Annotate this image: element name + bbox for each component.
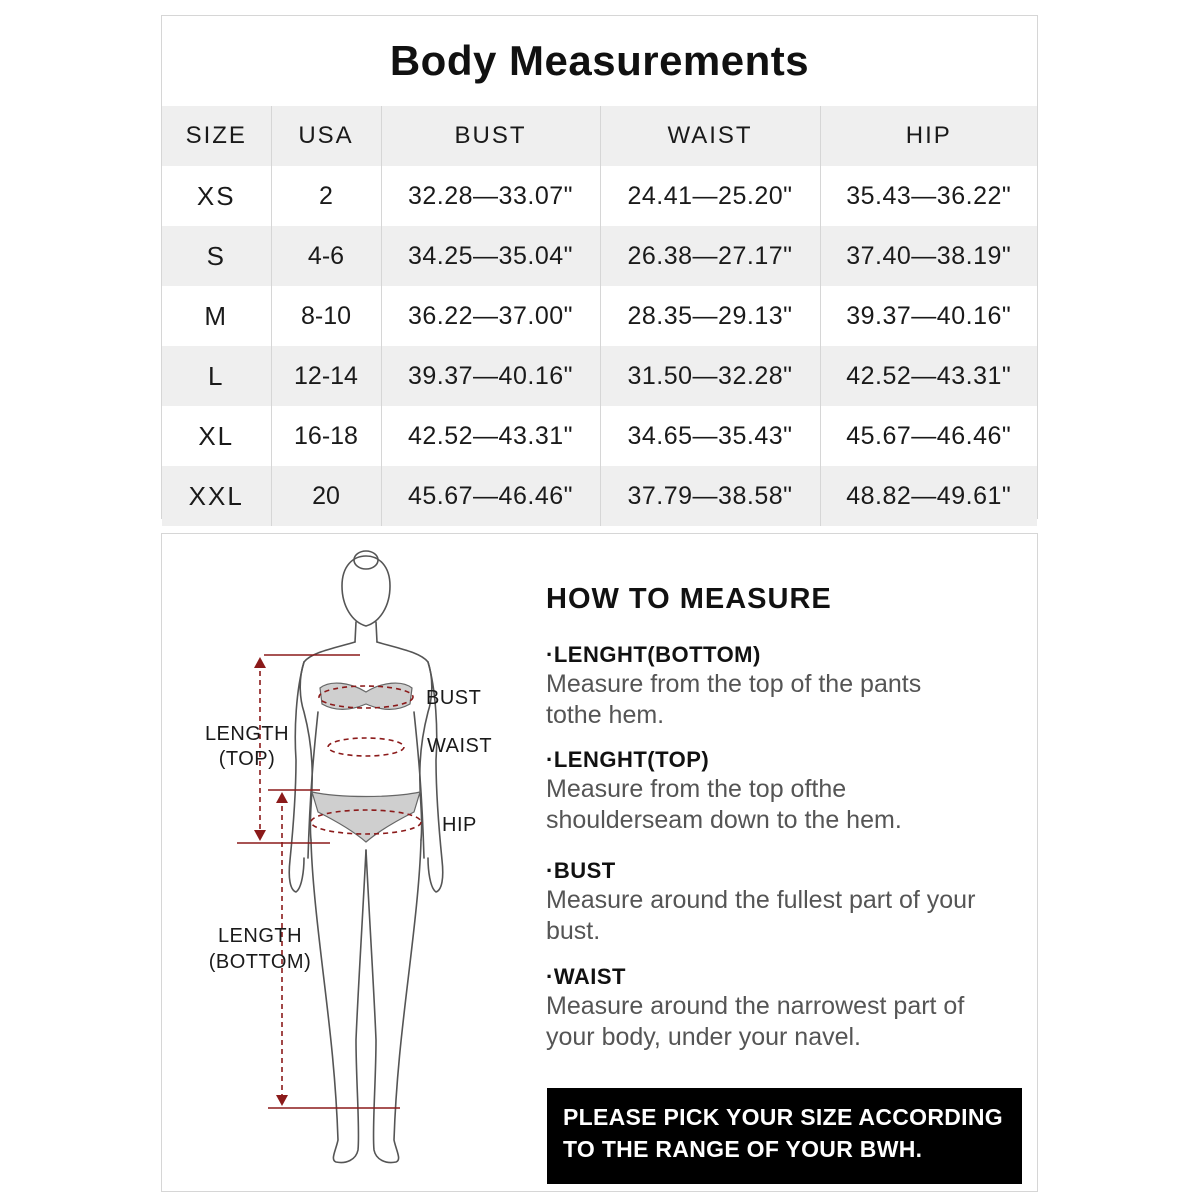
header-usa: USA <box>271 106 381 166</box>
guide-item-text: Measure from the top of the pants <box>546 670 922 698</box>
waist-cell: 31.50—32.28" <box>600 346 820 406</box>
header-waist: WAIST <box>600 106 820 166</box>
guide-item-text: shoulderseam down to the hem. <box>546 806 902 834</box>
size-cell: M <box>204 300 229 331</box>
guide-item-waist <box>546 963 1036 1053</box>
bust-cell: 36.22—37.00" <box>381 286 600 346</box>
bust-cell: 32.28—33.07" <box>381 166 600 226</box>
guide-item-text: tothe hem. <box>546 701 665 729</box>
page-title: Body Measurements <box>389 37 810 84</box>
guide-item-length-top <box>546 746 1036 836</box>
hip-cell: 35.43—36.22" <box>820 166 1037 226</box>
hip-cell: 48.82—49.61" <box>820 466 1037 526</box>
guide-item-text: Measure around the narrowest part of <box>546 992 965 1020</box>
header-bust: BUST <box>381 106 600 166</box>
usa-cell: 2 <box>271 166 381 226</box>
usa-cell: 12-14 <box>271 346 381 406</box>
guide-item-text: Measure from the top ofthe <box>546 775 847 803</box>
waist-label: WAIST <box>427 735 493 757</box>
usa-cell: 16-18 <box>271 406 381 466</box>
waist-cell: 34.65—35.43" <box>600 406 820 466</box>
bust-label: BUST <box>426 687 482 709</box>
waist-measure-ring <box>328 738 404 756</box>
bust-cell: 42.52—43.31" <box>381 406 600 466</box>
usa-cell: 4-6 <box>271 226 381 286</box>
waist-cell: 28.35—29.13" <box>600 286 820 346</box>
usa-cell: 8-10 <box>271 286 381 346</box>
arrow-up-icon <box>276 792 288 803</box>
hip-cell: 42.52—43.31" <box>820 346 1037 406</box>
right-leg <box>366 840 421 1163</box>
arrow-down-icon <box>276 1095 288 1106</box>
guide-item-heading: ·LENGHT(TOP) <box>546 747 710 772</box>
length-bottom-label: LENGTH <box>217 925 303 947</box>
how-to-measure-title: HOW TO MEASURE <box>546 583 832 615</box>
notice-line: PLEASE PICK YOUR SIZE ACCORDING <box>563 1104 1003 1130</box>
hair-bun <box>354 551 378 569</box>
left-leg <box>311 840 366 1163</box>
hip-cell: 37.40—38.19" <box>820 226 1037 286</box>
guide-item-heading: ·LENGHT(BOTTOM) <box>546 642 761 667</box>
guide-item-heading: ·BUST <box>546 858 616 883</box>
notice-line: TO THE RANGE OF YOUR BWH. <box>563 1136 923 1162</box>
neck <box>355 622 377 642</box>
waist-cell: 24.41—25.20" <box>600 166 820 226</box>
body-outline <box>289 551 443 1163</box>
size-cell: S <box>162 226 271 286</box>
size-cell: L <box>162 346 271 406</box>
guide-item-length-bottom <box>546 641 1036 731</box>
size-cell: XXL <box>162 466 271 526</box>
left-arm <box>289 662 318 892</box>
bust-cell: 45.67—46.46" <box>381 466 600 526</box>
length-bottom-sublabel: (BOTTOM) <box>208 951 312 973</box>
guide-item-text: your body, under your navel. <box>546 1023 862 1051</box>
waist-cell: 37.79—38.58" <box>600 466 820 526</box>
bust-cell: 39.37—40.16" <box>381 346 600 406</box>
arrow-up-icon <box>254 657 266 668</box>
hip-cell: 39.37—40.16" <box>820 286 1037 346</box>
arrow-down-icon <box>254 830 266 841</box>
bust-cell: 34.25—35.04" <box>381 226 600 286</box>
guide-item-bust <box>546 857 1036 947</box>
guide-item-text: Measure around the fullest part of your <box>546 886 976 914</box>
hip-cell: 45.67—46.46" <box>820 406 1037 466</box>
guide-item-heading: ·WAIST <box>546 964 626 989</box>
head <box>342 556 390 626</box>
length-top-sublabel: (TOP) <box>218 748 276 770</box>
size-cell: XL <box>198 420 235 451</box>
size-cell: XS <box>196 180 236 211</box>
size-notice-banner <box>547 1088 1022 1184</box>
guide-item-text: bust. <box>546 917 601 945</box>
hip-label: HIP <box>442 814 477 836</box>
length-top-label: LENGTH <box>204 723 290 745</box>
waist-cell: 26.38—27.17" <box>600 226 820 286</box>
header-size: SIZE <box>162 106 271 166</box>
usa-cell: 20 <box>271 466 381 526</box>
header-hip: HIP <box>820 106 1037 166</box>
